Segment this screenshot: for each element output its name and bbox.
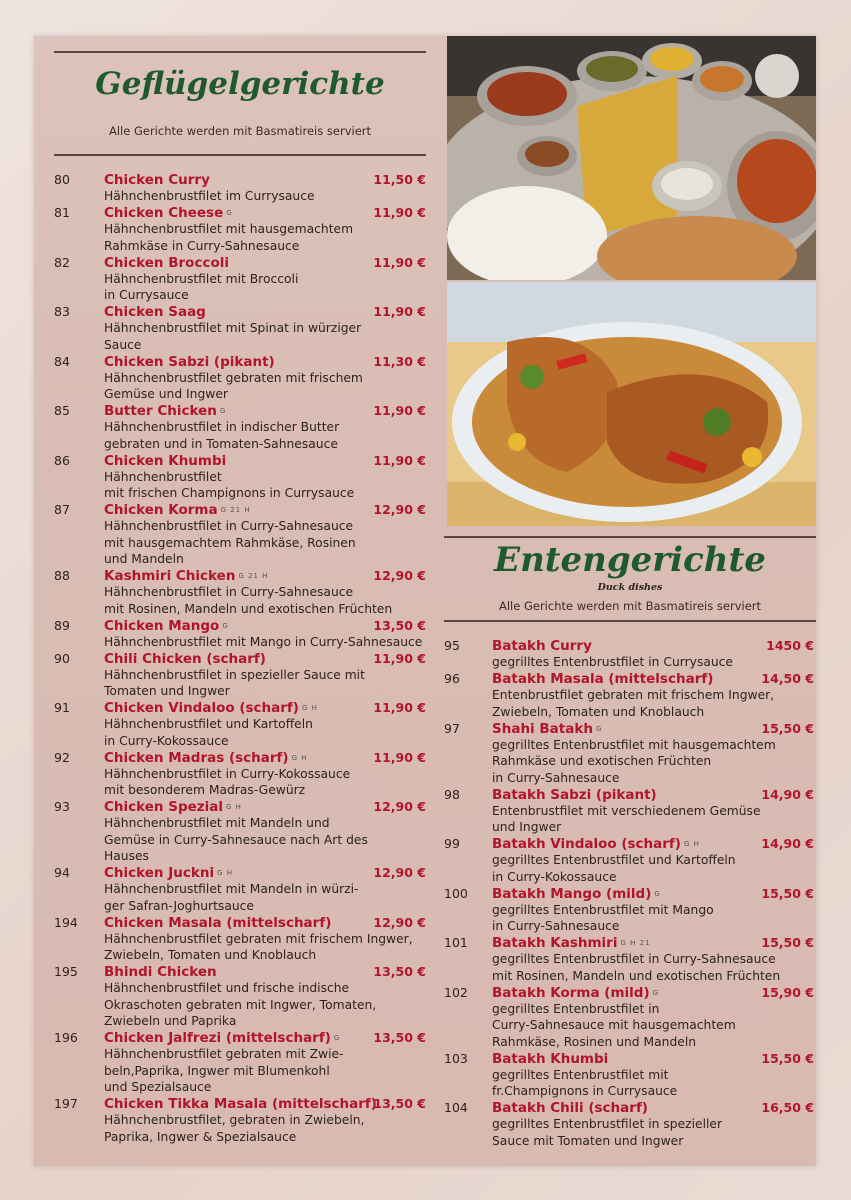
duck-top-divider	[444, 536, 816, 538]
menu-item	[54, 255, 426, 304]
allergen-codes: G H	[226, 803, 242, 811]
item-number: 103	[444, 1050, 468, 1066]
item-price: 15,90 €	[761, 984, 814, 1000]
item-description: Hähnchenbrustfilet in Curry-Sahnesauce	[104, 585, 354, 599]
item-price: 1450 €	[766, 638, 814, 653]
allergen-codes: G H	[291, 753, 308, 762]
item-description: Hähnchenbrustfilet gebraten mit frischem	[104, 370, 363, 385]
item-description: Gemüse in Curry-Sahnesauce nach Art des	[104, 832, 368, 847]
allergen-codes: G	[219, 407, 227, 415]
item-description: in Curry-Sahnesauce	[492, 919, 620, 933]
item-price: 15,50 €	[761, 885, 814, 901]
item-price: 11,90 €	[373, 452, 426, 468]
menu-item	[54, 964, 426, 1030]
item-name: Batakh Vindaloo (scharf) $^{G H}$	[492, 836, 700, 852]
item-price: 15,50 €	[761, 720, 814, 736]
item-number: 91	[54, 700, 70, 715]
item-number: 95	[444, 638, 460, 653]
item-number: 98	[444, 786, 460, 802]
item-number: 102	[444, 984, 468, 1000]
item-description: Hähnchenbrustfilet mit Mango in Curry-Sahnesauce	[104, 634, 423, 649]
item-description: Hähnchenbrustfilet mit Mandeln in würzi-	[104, 882, 359, 896]
item-name: Chicken Saag	[104, 304, 206, 320]
item-description: mit frischen Champignons in Currysauce	[104, 486, 355, 500]
menu-item	[54, 1096, 426, 1145]
item-name: Batakh Masala (mittelscharf)	[492, 671, 714, 687]
thali-image	[447, 36, 816, 280]
menu-item	[444, 671, 816, 720]
item-description: Hähnchenbrustfilet mit Broccoli	[104, 271, 299, 286]
item-description: in Curry-Kokossauce	[492, 869, 617, 884]
item-description: und Ingwer	[492, 820, 562, 834]
allergen-codes: G	[226, 209, 233, 217]
menu-item	[444, 886, 816, 935]
item-description: beln,Paprika, Ingwer mit Blumenkohl	[104, 1063, 330, 1078]
item-name: Chicken Korma $^{G 21 H}$	[104, 502, 251, 518]
item-number: 100	[444, 885, 468, 901]
duck-list	[444, 638, 816, 1150]
poultry-list	[54, 172, 426, 1146]
item-number: 88	[54, 568, 70, 583]
item-name: Batakh Khumbi	[492, 1050, 609, 1067]
item-description: Rahmkäse und exotischen Früchten	[492, 754, 712, 768]
item-description: Hähnchenbrustfilet, gebraten in Zwiebeln,	[104, 1113, 365, 1127]
item-price: 14,50 €	[761, 671, 814, 686]
item-name: Kashmiri Chicken $^{G 21 H}$	[104, 568, 269, 584]
item-price: 11,90 €	[373, 403, 426, 418]
item-number: 83	[54, 304, 70, 319]
item-name: Chicken Curry	[104, 172, 210, 188]
item-description: fr.Champignons in Currysauce	[492, 1084, 678, 1098]
menu-item	[54, 1030, 426, 1096]
duck-title: Entengerichte	[494, 540, 766, 580]
item-description: gegrilltes Entenbrustfilet mit Mango	[492, 902, 714, 917]
duck-divider	[444, 620, 816, 622]
allergen-codes: G H	[683, 840, 700, 848]
item-name: Chili Chicken (scharf)	[104, 650, 266, 667]
duck-english-title: Duck dishes	[597, 582, 663, 593]
item-number: 80	[54, 172, 70, 187]
item-name: Chicken Cheese $^G$	[104, 205, 233, 221]
menu-item	[444, 1100, 816, 1149]
item-description: gegrilltes Entenbrustfilet in Currysauce	[492, 655, 734, 669]
item-price: 15,50 €	[761, 1050, 814, 1066]
item-number: 82	[54, 254, 70, 270]
item-name: Chicken Spezial $^{G H}$	[104, 799, 242, 815]
item-name: Batakh Chili (scharf)	[492, 1100, 648, 1116]
menu-item	[444, 721, 816, 787]
chicken-image	[447, 282, 816, 526]
thali-photo	[447, 36, 816, 280]
item-description: in Currysauce	[104, 288, 189, 302]
item-name: Chicken Mango $^G$	[104, 617, 229, 634]
item-name: Batakh Sabzi (pikant)	[492, 786, 657, 803]
item-number: 104	[444, 1100, 468, 1115]
allergen-codes: G H	[301, 704, 318, 712]
allergen-codes: G	[652, 988, 660, 997]
item-number: 85	[54, 403, 70, 418]
item-name: Chicken Jalfrezi (mittelscharf) $^G$	[104, 1030, 341, 1046]
item-description: Hähnchenbrustfilet in indischer Butter	[104, 420, 340, 434]
item-price: 14,90 €	[761, 786, 814, 802]
menu-item	[54, 354, 426, 403]
item-description: ger Safran-Joghurtsauce	[104, 898, 254, 913]
item-name: Chicken Khumbi	[104, 452, 227, 469]
item-description: gegrilltes Entenbrustfilet mit hausgemachtem	[492, 737, 776, 752]
menu-item	[54, 568, 426, 617]
item-number: 194	[54, 914, 78, 930]
item-price: 11,90 €	[373, 749, 426, 765]
item-number: 86	[54, 452, 70, 468]
menu-item	[444, 787, 816, 836]
item-price: 11,90 €	[373, 700, 426, 715]
item-price: 13,50 €	[373, 1030, 426, 1045]
item-price: 12,90 €	[373, 502, 426, 517]
menu-item	[54, 502, 426, 568]
menu-item	[444, 638, 816, 671]
item-number: 93	[54, 799, 70, 814]
menu-item	[444, 935, 816, 984]
item-description: gegrilltes Entenbrustfilet mit	[492, 1067, 669, 1082]
top-divider	[54, 51, 426, 53]
menu-item	[54, 205, 426, 254]
item-name: Chicken Tikka Masala (mittelscharf)	[104, 1096, 377, 1112]
poultry-subtitle: Alle Gerichte werden mit Basmatireis serviert	[108, 124, 372, 138]
item-name: Bhindi Chicken	[104, 964, 217, 980]
item-price: 12,90 €	[373, 914, 426, 930]
item-name: Batakh Mango (mild) $^G$	[492, 885, 661, 902]
menu-item	[54, 453, 426, 502]
item-description: mit Rosinen, Mandeln und exotischen Früchten	[492, 968, 781, 983]
item-description: Hähnchenbrustfilet in Curry-Kokossauce	[104, 766, 351, 781]
item-description: Curry-Sahnesauce mit hausgemachtem	[492, 1018, 736, 1032]
item-number: 99	[444, 836, 460, 851]
duck-subtitle: Alle Gerichte werden mit Basmatireis serviert	[498, 599, 762, 613]
item-price: 14,90 €	[761, 836, 814, 851]
menu-item	[54, 799, 426, 865]
item-description: Hähnchenbrustfilet in spezieller Sauce mit	[104, 667, 365, 682]
item-description: Hähnchenbrustfilet gebraten mit frischem Ingwer,	[104, 931, 413, 946]
item-price: 16,50 €	[761, 1100, 814, 1115]
menu-item	[54, 865, 426, 914]
item-name: Batakh Kashmiri $^{G H 21}$	[492, 935, 651, 951]
allergen-codes: G 21 H	[220, 506, 251, 514]
item-number: 90	[54, 650, 70, 666]
allergen-codes: G H 21	[620, 939, 651, 947]
allergen-codes: G 21 H	[238, 572, 269, 580]
item-description: Tomaten und Ingwer	[104, 684, 230, 698]
menu-item	[54, 915, 426, 964]
item-description: und Spezialsauce	[104, 1080, 212, 1094]
item-description: gegrilltes Entenbrustfilet in	[492, 1001, 660, 1016]
item-price: 11,90 €	[373, 650, 426, 666]
poultry-title: Geflügelgerichte	[95, 66, 385, 102]
menu-item	[54, 651, 426, 700]
item-description: in Curry-Sahnesauce	[492, 770, 620, 785]
item-number: 94	[54, 865, 70, 880]
item-description: Sauce mit Tomaten und Ingwer	[492, 1133, 684, 1148]
item-name: Chicken Juckni $^{G H}$	[104, 865, 234, 881]
allergen-codes: G	[654, 889, 661, 898]
item-name: Batakh Curry	[492, 638, 592, 654]
item-price: 11,90 €	[373, 205, 426, 220]
item-price: 12,90 €	[373, 865, 426, 880]
item-description: gegrilltes Entenbrustfilet in Curry-Sahnesauce	[492, 952, 776, 966]
item-price: 11,50 €	[373, 172, 426, 187]
allergen-codes: G	[595, 724, 603, 733]
item-description: Hähnchenbrustfilet im Currysauce	[104, 189, 315, 203]
item-description: gegrilltes Entenbrustfilet in spezieller	[492, 1117, 723, 1131]
item-description: mit Rosinen, Mandeln und exotischen Früchten	[104, 601, 393, 616]
item-price: 12,90 €	[373, 568, 426, 583]
item-description: Sauce	[104, 337, 142, 352]
item-description: Entenbrustfilet mit verschiedenem Gemüse	[492, 803, 761, 818]
item-name: Chicken Masala (mittelscharf)	[104, 914, 332, 931]
item-description: Hähnchenbrustfilet mit Spinat in würziger	[104, 321, 362, 335]
item-description: Entenbrustfilet gebraten mit frischem Ingwer,	[492, 688, 775, 702]
section-divider	[54, 154, 426, 156]
item-number: 196	[54, 1030, 78, 1045]
item-price: 13,50 €	[373, 964, 426, 979]
item-description: Paprika, Ingwer & Spezialsauce	[104, 1129, 297, 1144]
item-price: 13,50 €	[373, 617, 426, 633]
item-number: 89	[54, 617, 70, 633]
item-number: 101	[444, 935, 468, 950]
item-description: Zwiebeln und Paprika	[104, 1014, 237, 1028]
item-number: 197	[54, 1096, 78, 1111]
item-price: 11,90 €	[373, 304, 426, 319]
item-number: 97	[444, 720, 460, 736]
item-description: Rahmkäse in Curry-Sahnesauce	[104, 238, 300, 253]
item-number: 87	[54, 502, 70, 517]
item-price: 15,50 €	[761, 935, 814, 950]
item-description: und Mandeln	[104, 552, 184, 566]
item-description: Zwiebeln, Tomaten und Knoblauch	[492, 704, 705, 719]
menu-item	[54, 700, 426, 749]
item-number: 92	[54, 749, 70, 765]
item-name: Chicken Madras (scharf) $^{G H}$	[104, 749, 308, 766]
menu-item	[54, 750, 426, 799]
item-description: gebraten und in Tomaten-Sahnesauce	[104, 436, 338, 451]
chicken-photo	[447, 282, 816, 526]
item-name: Chicken Vindaloo (scharf) $^{G H}$	[104, 700, 318, 716]
item-price: 11,90 €	[373, 254, 426, 270]
item-name: Chicken Broccoli	[104, 254, 229, 271]
item-description: Hauses	[104, 849, 149, 863]
menu-item	[54, 403, 426, 452]
item-name: Shahi Batakh $^G$	[492, 720, 603, 737]
item-description: Rahmkäse, Rosinen und Mandeln	[492, 1034, 697, 1049]
item-description: Gemüse und Ingwer	[104, 387, 228, 401]
item-number: 96	[444, 671, 460, 686]
item-name: Chicken Sabzi (pikant)	[104, 353, 275, 370]
item-description: Okraschoten gebraten mit Ingwer, Tomaten,	[104, 997, 377, 1012]
menu-item	[444, 836, 816, 885]
item-price: 11,30 €	[373, 353, 426, 369]
item-number: 81	[54, 205, 70, 220]
item-name: Batakh Korma (mild) $^G$	[492, 984, 660, 1001]
menu-item	[54, 304, 426, 353]
item-name: Butter Chicken $^G$	[104, 403, 227, 419]
menu-page	[34, 36, 816, 1166]
item-description: Hähnchenbrustfilet und Kartoffeln	[104, 717, 313, 731]
item-description: Hähnchenbrustfilet mit Mandeln und	[104, 816, 330, 830]
item-description: gegrilltes Entenbrustfilet und Kartoffeln	[492, 853, 736, 867]
item-number: 84	[54, 353, 70, 369]
item-description: Hähnchenbrustfilet	[104, 469, 222, 484]
item-description: Hähnchenbrustfilet mit hausgemachtem	[104, 222, 354, 236]
allergen-codes: G H	[217, 869, 234, 877]
item-description: mit besonderem Madras-Gewürz	[104, 783, 306, 797]
item-description: mit hausgemachtem Rahmkäse, Rosinen	[104, 535, 356, 550]
item-description: Hähnchenbrustfilet und frische indische	[104, 981, 350, 995]
item-price: 13,50 €	[373, 1096, 426, 1111]
menu-item	[54, 618, 426, 651]
item-description: Hähnchenbrustfilet in Curry-Sahnesauce	[104, 519, 354, 533]
item-price: 12,90 €	[373, 799, 426, 814]
allergen-codes: G	[333, 1034, 341, 1042]
menu-item	[444, 1051, 816, 1100]
menu-item	[444, 985, 816, 1051]
allergen-codes: G	[222, 621, 229, 630]
item-description: in Curry-Kokossauce	[104, 733, 229, 748]
item-description: Zwiebeln, Tomaten und Knoblauch	[104, 948, 317, 962]
menu-item	[54, 172, 426, 205]
item-number: 195	[54, 964, 78, 979]
item-description: Hähnchenbrustfilet gebraten mit Zwie-	[104, 1047, 344, 1061]
